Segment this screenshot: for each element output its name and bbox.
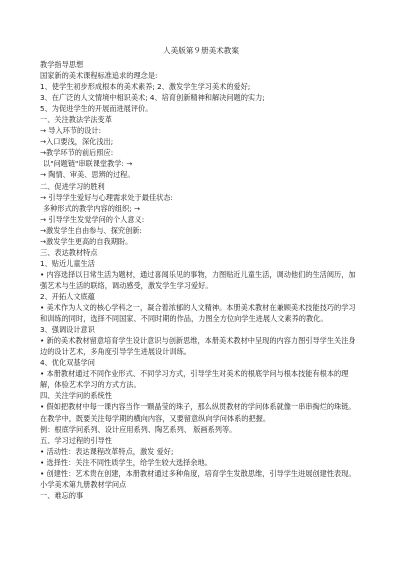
arrow-item: → 导入环节的设计: [40,126,102,136]
arrow-item: →激发学生自由参与、探究创新: [40,225,142,235]
bullet-paragraph: • 内容选择以日常生活为题材，通过喜闻乐见的事物，力图贴近儿童生活，调动他们的生活阅历，加强艺术与生活的联络，调动感受，激发学生学习爱好。 [40,269,356,290]
arrow-item: → 引导学生爱好与心理需求处于最佳状态: [40,192,173,202]
section-heading: 三、表达教材特点 [40,247,98,257]
section-heading: 四、关注学问的系统性 [40,391,112,401]
section-heading: 五、学习过程的引导性 [40,435,112,445]
document-title: 人美版第９册美术教案 [163,46,239,55]
bullet-paragraph: • 本册教材通过不同作业形式、不同学习方式，引导学生对美术的根底学问与根本技能有根本的理解，体验艺术学习的方式方法。 [40,369,349,390]
section-heading: 小学美术第九册教材学问点 [40,479,127,489]
list-item: 5、为促进学生的开展而进展评价。 [40,104,153,114]
heading-guiding-ideas: 教学指导思想 [40,60,84,69]
section-heading: 一、难忘的事 [40,490,84,500]
bullet-item: • 活动性：表达课程改革特点，激发 爱好; [40,446,174,456]
bullet-paragraph: • 创建性：艺术贵在创建，本册教材通过多种角度，培育学生发散思维，引导学生进展创建性表现。 [40,468,356,478]
bullet-item: • 选择性：关注不同性质学生，给学生较大选择余地。 [40,457,212,467]
subheading: 3、强调设计意识 [40,325,95,335]
arrow-item: 以"问题链"串联课堂教学: → [43,159,133,169]
bullet-paragraph: • 美术作为人文的核心学科之一，凝合着浓郁的人文精神。本册美术教材在兼顾美术技能技巧的学习和训练的同时，选择不同国家、不同时期的作品，力图全方位向学生进展人文素养的教化。 [40,303,356,324]
list-item: 1、使学生初步形成根本的美术素养; 2、激发学生学习美术的爱好; [40,82,251,92]
arrow-item: →教学环节的前后照应: [40,148,114,158]
bullet-paragraph: • 假如把教材中每一课内容当作一颗晶莹的珠子，那么纵贯教材的学问体系就像一串串掏烂的珠链。在教学中，既要关注每学期的横向内容，又要留意纵向学问体系的把握。 [40,402,356,423]
section-heading: 二、促进学习的胜利 [40,181,105,191]
arrow-item: →入口要浅，深化浅出; [40,137,114,147]
bullet-paragraph: • 新的美术教材留意培育学生设计意识与创新思维，本册美术教材中呈现的内容力图引导学生关注身边的设计艺术，多角度引导学生进展设计训练。 [40,336,356,357]
arrow-item: →激发学生更高的自我期盼。 [40,236,133,246]
subheading: 1、贴近儿童生活 [40,258,95,268]
arrow-item: → 陶情、审美、思辨的过程。 [40,170,135,180]
paragraph-line: 例：根底学问系列、设计应用系列、陶艺系列、 版画系列等。 [40,424,237,434]
arrow-item: 多种形式的教学内容的组织; → [43,203,140,213]
document-body [40,59,362,501]
arrow-item: → 引导学生发觉学问的个人意义: [40,214,145,224]
paragraph-line: 国家新的美术课程标准追求的理念是: [40,71,158,81]
list-item: 3、在广泛的人文情境中相识美术; 4、培育创新精神和解决问题的实力; [40,93,265,103]
subheading: 2、开拓人文底蕴 [40,291,95,301]
subheading: 4、优化双基学问 [40,358,95,368]
section-heading: 一、关注教法学法变革 [40,115,112,125]
